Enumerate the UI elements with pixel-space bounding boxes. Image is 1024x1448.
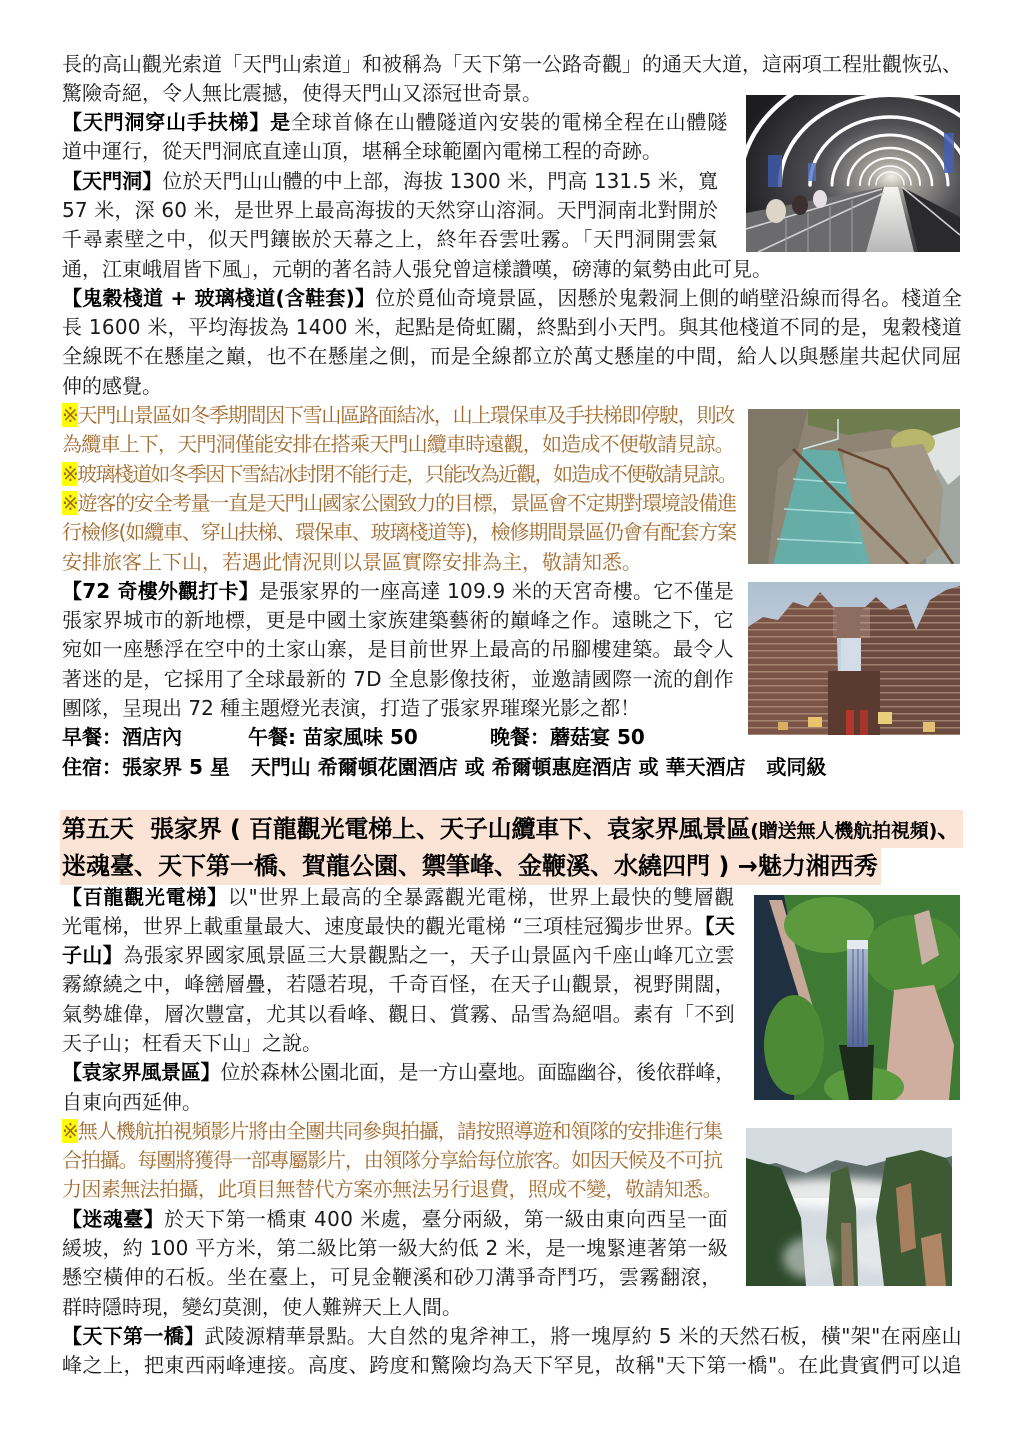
tianmen-cave-text: 位於天門山山體的中上部，海拔 1300 米，門高 131.5 米，寬 (162, 168, 719, 193)
line-text (62, 460, 736, 489)
text-line (62, 1088, 735, 1117)
text-line (62, 255, 962, 284)
line-text (62, 372, 162, 401)
plank-road-text: 全線既不在懸崖之巔，也不在懸崖之側，而是全線都立於萬丈懸崖的中間，給人以與懸崖共起伏同屈 (62, 344, 963, 369)
text-line (62, 167, 718, 196)
text-line (62, 342, 962, 371)
line-text (62, 1029, 322, 1058)
line-text (62, 883, 735, 912)
glass-skywalk-image (748, 409, 960, 564)
note-text: 行檢修(如纜車、穿山扶梯、環保車、玻璃棧道等)，檢修期間景區仍會有配套方案 (62, 520, 736, 545)
line-text (62, 196, 718, 225)
text-line (62, 1058, 735, 1087)
text-line (62, 108, 728, 137)
note-line (62, 460, 736, 489)
line-text (62, 167, 718, 196)
note-text: 安排旅客上下山，若遇此情況則以景區實際安排為主，敬請知悉。 (62, 549, 642, 574)
heading-text (62, 810, 961, 850)
line-text (62, 284, 962, 313)
note-text: 合拍攝。每團將獲得一部專屬影片，由領隊分享給每位旅客。如因天候及不可抗 (62, 1148, 722, 1173)
central-opening (841, 638, 861, 671)
intro-text: 驚險奇絕，令人無比震撼，使得天門山又添冠世奇景。 (62, 80, 542, 105)
line-text (62, 518, 736, 547)
note-marker: ※ (62, 1118, 78, 1143)
qilou-building-image (748, 582, 960, 735)
tianzi-text: 霧繚繞之中，峰巒層疊，若隱若現，千奇百怪，在天子山觀景，視野開闊， (62, 972, 736, 997)
line-text (62, 1205, 728, 1234)
intro-text: 長的高山觀光索道「天門山索道」和被稱為「天下第一公路奇觀」的通天大道，這兩項工程壯觀恢弘、 (62, 51, 962, 76)
line-text (62, 548, 642, 577)
note-line (62, 518, 736, 547)
text-line (62, 284, 962, 313)
plank-road-text: 伸的感覺。 (62, 373, 162, 398)
text-line (62, 970, 735, 999)
text-line (62, 577, 734, 606)
heading-line (60, 810, 963, 848)
text-line (62, 635, 734, 664)
line-text (62, 1293, 462, 1322)
section-label-tianzi: 【天 (704, 913, 735, 938)
text-line (62, 1234, 728, 1263)
red-lantern (846, 710, 854, 735)
line-text (62, 255, 772, 284)
text-line (62, 912, 735, 941)
tianmen-cave-text: 57 米，深 60 米，是世界上最高海拔的天然穿山溶洞。天門洞南北對開於 (62, 197, 718, 222)
heading-line (60, 848, 963, 885)
note-marker: ※ (62, 461, 78, 486)
line-text (62, 313, 962, 342)
meal-dinner: 晚餐：蘑菇宴 50 (490, 725, 645, 750)
note-text: 遊客的安全考量一直是天門山國家公園致力的目標，景區會不定期對環境設備進 (77, 490, 736, 515)
shop-light (778, 722, 788, 730)
text-line (62, 1263, 722, 1292)
text-line (62, 372, 962, 401)
line-text (62, 1058, 735, 1087)
tianmen-cave-text: 千尋素壁之中，似天門鑲嵌於天幕之上，終年吞雲吐霧。「天門洞開雲氣 (62, 227, 719, 252)
text-line (62, 1351, 962, 1380)
line-text (62, 912, 735, 941)
section-label-qilou: 【72 奇樓外觀打卡】 (62, 578, 259, 603)
line-text (62, 1234, 728, 1263)
section-label-yuanjiajie: 【袁家界風景區】 (62, 1060, 221, 1085)
meal-lunch: 午餐: 苗家風味 50 (248, 725, 418, 750)
lodging-line (62, 753, 962, 782)
meal-breakfast: 早餐：酒店內 (62, 725, 182, 750)
day5-heading (60, 810, 963, 885)
note-line (62, 489, 736, 518)
qilou-text: 團隊，呈現出 72 種主題燈光表演，打造了張家界璀璨光影之都！ (62, 696, 641, 721)
line-text (62, 577, 734, 606)
first-bridge-text: 峰之上，把東西兩峰連接。高度、跨度和驚險均為天下罕見，故稱"天下第一橋"。在此貴賓們可以追 (62, 1353, 962, 1378)
passenger (766, 199, 786, 223)
line-text (62, 1175, 722, 1204)
line-text (62, 342, 962, 371)
text-line (62, 606, 734, 635)
note-text: 力因素無法拍攝，此項目無替代方案亦無法另行退費，照成不變，敬請知悉。 (62, 1177, 723, 1202)
shop-light (878, 712, 892, 724)
yuanjiajie-text: 位於森林公園北面，是一方山臺地。面臨幽谷，後依群峰， (220, 1060, 736, 1085)
bailong-text: 以"世界上最高的全暴露觀光電梯，世界上最快的雙層觀 (227, 884, 736, 909)
note-text: 玻璃棧道如冬季因下雪結冰封閉不能行走，只能改為近觀，如造成不便敬請見諒。 (77, 461, 737, 486)
red-lantern (860, 710, 868, 735)
lodging-text: 住宿：張家界 5 星 天門山 希爾頓花園酒店 或 希爾頓惠庭酒店 或 華天酒店 或同級 (62, 754, 827, 779)
line-text (62, 606, 734, 635)
text-line (62, 196, 718, 225)
photo-tianmen-cave-escalator (746, 95, 960, 252)
text-line (62, 1205, 728, 1234)
first-bridge-text: 武陵源精華景點。大自然的鬼斧神工，將一塊厚約 5 米的天然石板，橫"架"在兩座山 (204, 1323, 963, 1348)
text-line (62, 1029, 735, 1058)
line-text (62, 430, 734, 459)
note-marker: ※ (62, 490, 78, 515)
heading-main: 迷魂臺、天下第一橋、賀龍公園、禦筆峰、金鞭溪、水繞四門 ) →魅力湘西秀 (62, 852, 878, 880)
line-text (62, 1351, 962, 1380)
heading-text (60, 848, 881, 885)
wall-ad (768, 155, 782, 187)
line-text (62, 1322, 962, 1351)
qilou-text: 是張家界的一座高達 109.9 米的天宮奇樓。它不僅是 (258, 578, 734, 603)
text-line (62, 665, 734, 694)
line-text (62, 941, 735, 970)
line-text (62, 489, 736, 518)
text-line (62, 883, 735, 912)
line-text (62, 665, 734, 694)
passenger (813, 190, 827, 208)
line-text (62, 79, 542, 108)
yuanjiajie-text: 自東向西延伸。 (62, 1089, 202, 1114)
line-text (62, 694, 640, 723)
note-line (62, 1117, 722, 1146)
note-line (62, 430, 734, 459)
note-line (62, 1175, 722, 1204)
heading-main: 第五天 張家界 ( 百龍觀光電梯上、天子山纜車下、袁家界風景區 (62, 815, 751, 843)
note-marker: ※ (62, 403, 78, 428)
qilou-text: 張家界城市的新地標，更是中國土家族建築藝術的巔峰之作。遠眺之下，它 (62, 608, 735, 633)
heading-punct: 、 (937, 815, 962, 843)
escalator-text: 全球首條在山體隧道內安裝的電梯全程在山體隧 (290, 110, 729, 135)
text-line (62, 225, 718, 254)
text-line (62, 1000, 735, 1029)
escalator-text: 道中運行，從天門洞底直達山頂，堪稱全球範圍內電梯工程的奇跡。 (62, 139, 662, 164)
wall-ad (944, 133, 954, 173)
line-text (62, 1117, 722, 1146)
qilou-text: 著迷的是，它採用了全球最新的 7D 全息影像技術，並邀請國際一流的創作 (62, 666, 735, 691)
tianmen-cave-text: 通，江東峨眉皆下風」，元朝的著名詩人張兌曾這樣讚嘆，磅薄的氣勢由此可見。 (62, 256, 772, 281)
shop-light (808, 717, 822, 727)
note-line (62, 1146, 722, 1175)
text-line (62, 313, 962, 342)
text-line (62, 137, 728, 166)
note-text: 天門山景區如冬季期間因下雪山區路面結冰，山上環保車及手扶梯即停駛，則改 (77, 403, 735, 428)
line-text (62, 1146, 722, 1175)
line-text (62, 108, 728, 137)
line-text (62, 635, 734, 664)
line-text (62, 50, 962, 79)
section-label-tianmen-cave: 【天門洞】 (62, 168, 163, 193)
line-text (62, 137, 662, 166)
section-label-escalator: 【天門洞穿山手扶梯】是 (62, 110, 291, 135)
photo-glass-skywalk (748, 409, 960, 564)
section-label-first-bridge: 【天下第一橋】 (62, 1323, 205, 1348)
mihuntai-text: 於天下第一橋東 400 米處，臺分兩級，第一級由東向西呈一面 (164, 1206, 729, 1231)
line-text (62, 1000, 735, 1029)
section-label-bailong: 【百龍觀光電梯】 (62, 884, 228, 909)
note-text: 無人機航拍視頻影片將由全團共同參與拍攝，請按照導遊和領隊的安排進行集 (77, 1118, 723, 1143)
mihuntai-text: 緩坡，約 100 平方米，第二級比第一級大約低 2 米，是一塊緊連著第一級 (62, 1236, 728, 1261)
line-text (62, 1088, 202, 1117)
tianzi-text: 氣勢雄偉，層次豐富，尤其以看峰、觀日、賞霧、品雪為絕唱。素有「不到 (62, 1001, 736, 1026)
tianzi-text: 天子山；枉看天下山」之說。 (62, 1030, 322, 1055)
passenger (792, 195, 808, 215)
text-line (62, 1322, 962, 1351)
section-label-tianzi: 子山】 (62, 943, 124, 968)
line-text (62, 225, 718, 254)
mihuntai-text: 群時隱時現，變幻莫測，使人難辨天上人間。 (62, 1294, 462, 1319)
line-text (62, 401, 734, 430)
mihuntai-text: 懸空橫伸的石板。坐在臺上，可見金鞭溪和砂刀溝爭奇鬥巧，雲霧翻滾， (62, 1265, 722, 1290)
text-line (62, 1293, 728, 1322)
text-line (62, 694, 734, 723)
escalator-tunnel-image (746, 95, 960, 252)
section-label-mihuntai: 【迷魂臺】 (62, 1206, 165, 1231)
plank-road-text: 長 1600 米，平均海拔為 1400 米，起點是倚虹關，終點到小天門。與其他棧道不同的是，鬼穀棧道 (62, 315, 962, 340)
line-text (62, 1263, 722, 1292)
text-line (62, 941, 735, 970)
section-label-plank-road: 【鬼穀棧道 + 玻璃棧道(含鞋套)】 (62, 285, 376, 310)
day5-content (62, 883, 962, 1381)
note-line (62, 401, 734, 430)
wall-ad (808, 163, 816, 181)
shop-light (923, 722, 935, 732)
text-line (62, 50, 962, 79)
line-text (62, 970, 735, 999)
heading-note: (贈送無人機航拍視頻) (750, 820, 938, 842)
qilou-text: 宛如一座懸浮在空中的土家山寨，是目前世界上最高的吊腳樓建築。最令人 (62, 637, 735, 662)
note-line (62, 548, 736, 577)
plank-road-text: 位於覓仙奇境景區，因懸於鬼穀洞上側的峭壁沿線而得名。棧道全 (375, 285, 963, 310)
note-text: 為纜車上下，天門洞僅能安排在搭乘天門山纜車時遠觀，如造成不便敬請見諒。 (62, 432, 734, 457)
bailong-text: 光電梯，世界上載重量最大、速度最快的觀光電梯 “三項桂冠獨步世界。 (62, 913, 705, 938)
tianzi-text: 為張家界國家風景區三大景觀點之一，天子山景區內千座山峰兀立雲 (123, 943, 736, 968)
photo-72-qilou (748, 582, 960, 735)
